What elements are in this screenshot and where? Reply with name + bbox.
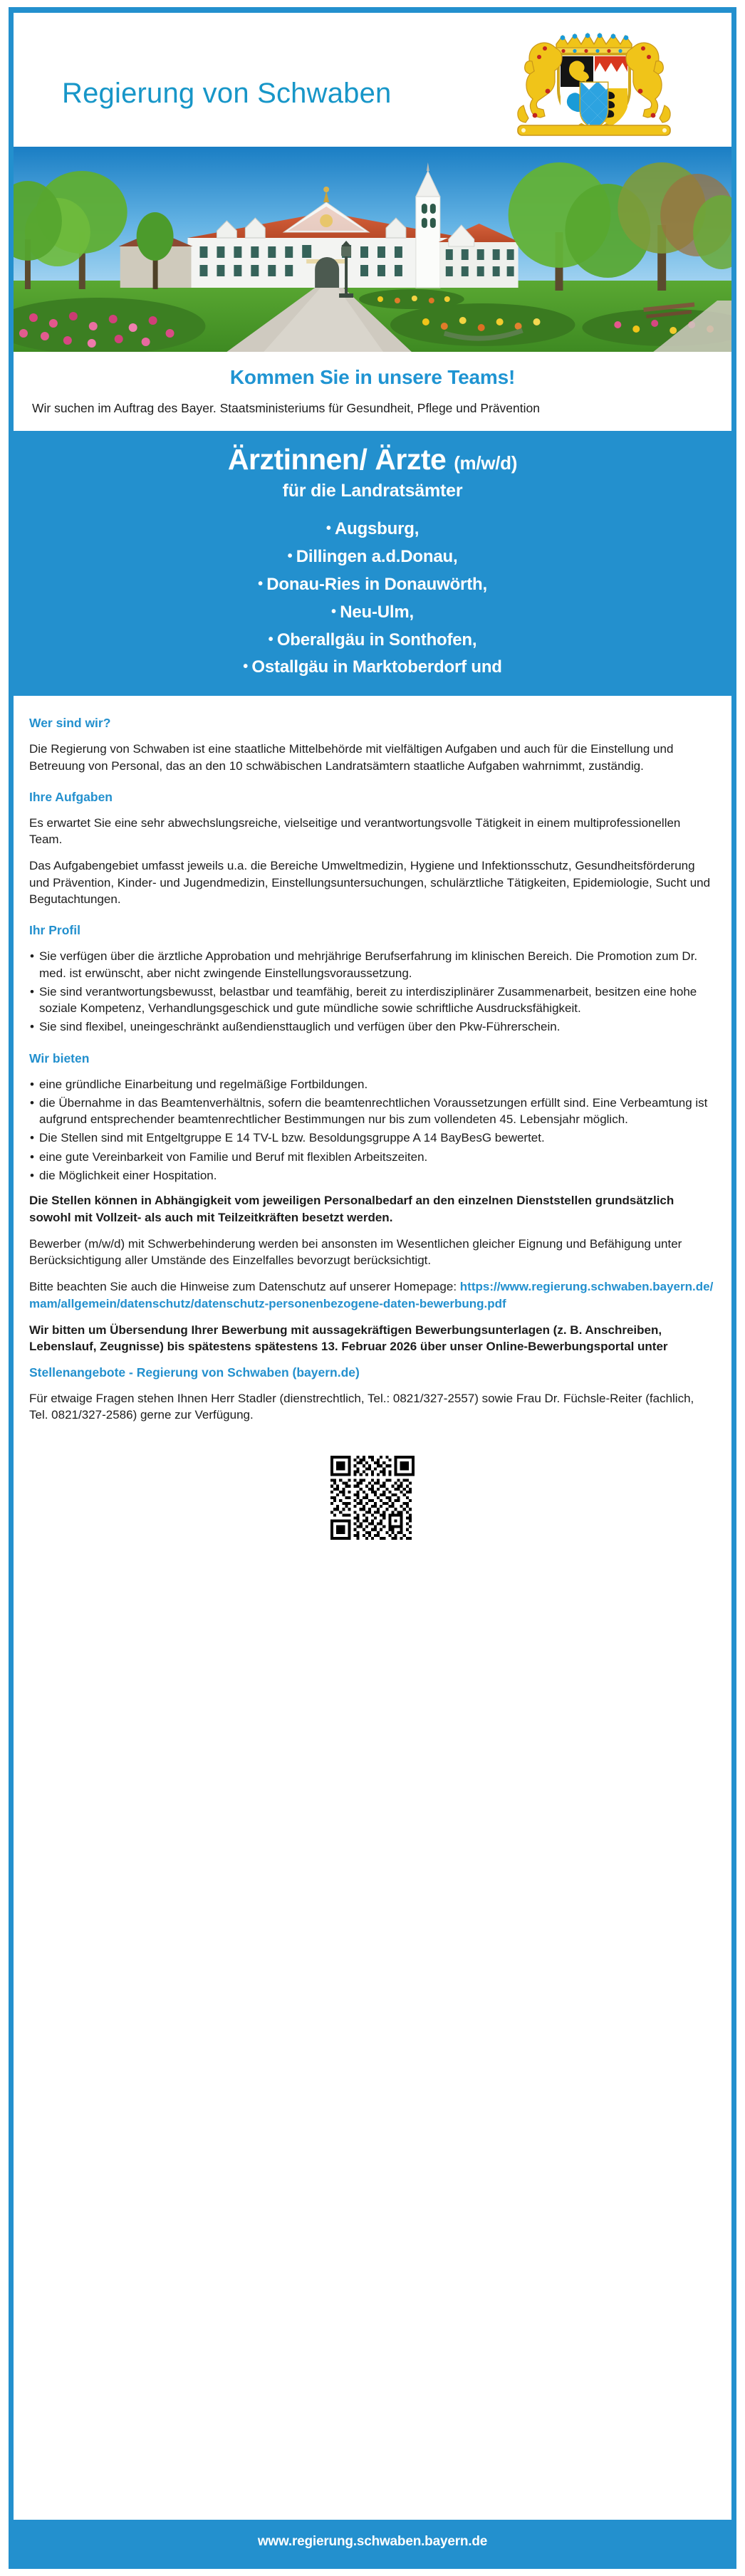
intro-block: [14, 352, 731, 431]
footer-bar: [14, 2520, 731, 2564]
list-item: • Sie sind verantwortungsbewusst, belastbar und teamfähig, bereit zu interdisziplinärer Zusammenarbeit, besitzen eine hohe soziale Kompetenz, Verhandlungsgeschick und gute mündliche sowie schriftliche Ausdrucksfähigkeit.: [29, 984, 716, 1017]
page-title: Regierung von Schwaben: [62, 78, 392, 109]
list-item: • die Möglichkeit einer Hospitation.: [29, 1167, 716, 1184]
datenschutz-prefix: Bitte beachten Sie auch die Hinweise zum Datenschutz auf unserer Homepage:: [29, 1280, 460, 1294]
job-subtitle: für die Landratsämter: [282, 481, 463, 501]
body-content: [14, 696, 731, 1440]
qr-code-area: [14, 1440, 731, 1558]
list-item: • Augsburg,: [28, 516, 717, 543]
profile-list: [29, 948, 716, 1035]
benefits-list: [29, 1076, 716, 1184]
list-item: • Neu-Ulm,: [28, 599, 717, 627]
job-title-box: [14, 431, 731, 696]
job-title: [28, 444, 717, 476]
contact-note: Für etwaige Fragen stehen Ihnen Herr Stadler (dienstrechtlich, Tel.: 0821/327-2557) sowie Frau Dr. Füchsle-Reiter (fachlich, Tel. 0821/327-2586) gerne zur Verfügung.: [29, 1391, 694, 1422]
list-item: • die Übernahme in das Beamtenverhältnis, sofern die beamtenrechtlichen Voraussetzungen erfüllt sind. Eine Verbeamtung ist aufgrund entsprechender beamtenrechtlicher Bestimmungen nur bis zum vollendeten 45. Lebensjahr möglich.: [29, 1095, 716, 1128]
footer-url[interactable]: www.regierung.schwaben.bayern.de: [257, 2534, 488, 2549]
intro-text: Wir suchen im Auftrag des Bayer. Staatsministeriums für Gesundheit, Pflege und Prävention: [32, 401, 540, 415]
teilzeit-note: Die Stellen können in Abhängigkeit vom jeweiligen Personalbedarf an den einzelnen Dienststellen grundsätzlich sowohl mit Vollzeit- als auch mit Teilzeitkräften besetzt werden.: [29, 1194, 674, 1224]
paragraph: Die Regierung von Schwaben ist eine staatliche Mittelbehörde mit vielfältigen Aufgaben und auch für die Einstellung und Betreuung von Personal, das an den 10 schwäbischen Landratsämtern staatliche Aufgaben wahrnimmt, zuständig.: [29, 742, 674, 773]
section-heading-wer-sind-wir: Wer sind wir?: [29, 716, 111, 731]
datenschutz-link[interactable]: https://www.regierung.schwaben.bayern.de/mam/allgemein/datenschutz/datenschutz-personenbezogene-daten-bewerbung.pdf: [29, 1280, 714, 1310]
list-item: • Dillingen a.d.Donau,: [28, 543, 717, 571]
datenschutz-note: [29, 1278, 716, 1312]
section-heading-ihre-aufgaben: Ihre Aufgaben: [29, 789, 113, 804]
schwerbehinderung-note: Bewerber (m/w/d) mit Schwerbehinderung werden bei ansonsten im Wesentlichen gleicher Eignung und Befähigung unter Berücksichtigung aller Umstände des Einzelfalles bevorzugt berücksichtigt.: [29, 1236, 682, 1268]
bewerbung-note: Wir bitten um Übersendung Ihrer Bewerbung mit aussagekräftigen Bewerbungsunterlagen (z. B. Anschreiben, Lebenslauf, Zeugnisse) bis spätestens spätestens 13. Februar 2026 über unser Online-Bewerbungsportal unter: [29, 1323, 668, 1354]
bewerbungsportal-link[interactable]: Stellenangebote - Regierung von Schwaben (bayern.de): [29, 1365, 360, 1380]
hero-photo: [14, 147, 731, 352]
paragraph: Das Aufgabengebiet umfasst jeweils u.a. die Bereiche Umweltmedizin, Hygiene und Infektionsschutz, Gesundheitsförderung und Prävention, Kinder- und Jugendmedizin, Einstellungsuntersuchungen, schulärztliche Tätigkeiten, Epidemiologie, Sucht und Begutachtungen.: [29, 859, 711, 906]
list-item: • Ostallgäu in Marktoberdorf und: [28, 654, 717, 682]
section-heading-wir-bieten: Wir bieten: [29, 1050, 90, 1065]
header: [14, 13, 731, 147]
list-item: • Oberallgäu in Sonthofen,: [28, 627, 717, 655]
paragraph: Es erwartet Sie eine sehr abwechslungsreiche, vielseitige und verantwortungsvolle Tätigkeit in einem multiprofessionellen Team.: [29, 815, 681, 847]
list-item: • eine gründliche Einarbeitung und regelmäßige Fortbildungen.: [29, 1076, 716, 1093]
list-item: • Sie sind flexibel, uneingeschränkt außendiensttauglich und verfügen über den Pkw-Führerschein.: [29, 1018, 716, 1035]
intro-headline: Kommen Sie in unsere Teams!: [229, 366, 516, 388]
bavarian-coat-of-arms-icon: [501, 21, 687, 141]
location-list: [28, 516, 717, 682]
qr-code-icon[interactable]: [330, 1456, 415, 1540]
job-gender-suffix: (m/w/d): [454, 452, 518, 474]
footer-spacer: [14, 1558, 731, 1612]
bordered-frame: [9, 7, 736, 2569]
section-heading-ihr-profil: Ihr Profil: [29, 923, 80, 938]
list-item: • eine gute Vereinbarkeit von Familie und Beruf mit flexiblen Arbeitszeiten.: [29, 1149, 716, 1165]
list-item: • Die Stellen sind mit Entgeltgruppe E 14 TV-L bzw. Besoldungsgruppe A 14 BayBesG bewertet.: [29, 1130, 716, 1146]
list-item: • Donau-Ries in Donauwörth,: [28, 571, 717, 599]
list-item: • Sie verfügen über die ärztliche Approbation und mehrjährige Berufserfahrung im klinischen Bereich. Die Promotion zum Dr. med. ist erwünscht, aber nicht zwingende Einstellungsvoraussetzung.: [29, 948, 716, 981]
job-title-text: Ärztinnen/ Ärzte: [227, 443, 447, 476]
